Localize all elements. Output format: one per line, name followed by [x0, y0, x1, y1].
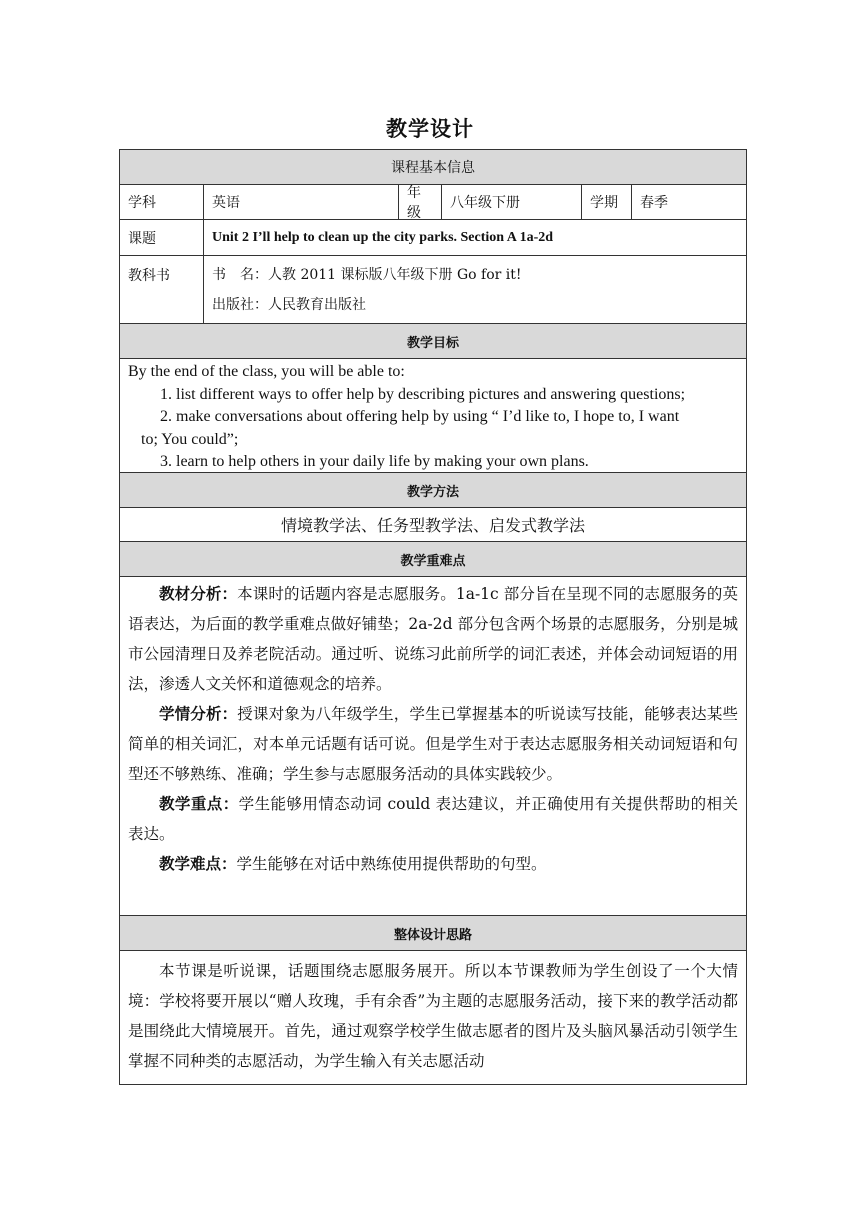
- design-header-text: 整体设计思路: [393, 927, 472, 943]
- key-points-body: [120, 576, 746, 915]
- topic-label: 课题: [128, 230, 156, 247]
- objective-item-2-continued: to; You could”;: [141, 430, 239, 448]
- textbook-name: 书 名：人教 2011 课标版八年级下册 Go for it!: [212, 266, 522, 283]
- teaching-focus: [120, 789, 746, 849]
- teaching-focus-text: 学生能够用情态动词 could 表达建议，并正确使用有关提供帮助的相关表达。: [128, 795, 738, 843]
- key-points-header: [120, 541, 746, 576]
- basic-info-header: [120, 149, 746, 184]
- term-value: 春季: [631, 185, 746, 219]
- objective-item-3: 3. learn to help others in your daily life by making your own plans.: [160, 453, 589, 470]
- grade-value: 八年级下册: [441, 185, 581, 219]
- textbook-analysis-text: 本课时的话题内容是志愿服务。1a-1c 部分旨在呈现不同的志愿服务的英语表达，为后面的教学重难点做好铺垫；2a-2d 部分包含两个场景的志愿服务，分别是城市公园清理日及养老院活动。通过听、说练习此前所学的词汇表述，并体会动词短语的用法，渗透人文关怀和道德观念的培养。: [128, 585, 738, 693]
- textbook-label: 教科书: [128, 268, 170, 284]
- learner-analysis: [120, 699, 746, 789]
- subject-label: 学科: [128, 195, 156, 211]
- lesson-plan-table: [119, 149, 747, 1085]
- grade-label: 年级: [398, 185, 441, 219]
- objectives-intro: By the end of the class, you will be able to:: [128, 363, 405, 380]
- subject-row: [120, 184, 746, 219]
- teaching-difficulty-label: 教学难点：: [159, 855, 237, 873]
- subject-value: 英语: [203, 185, 398, 219]
- page-title: 教学设计: [386, 116, 474, 141]
- methods-header: [120, 472, 746, 507]
- teaching-focus-label: 教学重点：: [159, 795, 239, 813]
- design-header: [120, 915, 746, 950]
- topic-row: [120, 219, 746, 255]
- term-label: 学期: [581, 185, 631, 219]
- methods-value: 情境教学法、任务型教学法、启发式教学法: [280, 516, 585, 535]
- textbook-analysis: [120, 579, 746, 699]
- methods-header-text: 教学方法: [406, 484, 459, 500]
- learner-analysis-label: 学情分析：: [159, 705, 238, 723]
- textbook-info: [203, 256, 746, 323]
- objectives-header-text: 教学目标: [406, 335, 459, 351]
- basic-info-header-text: 课程基本信息: [391, 160, 475, 176]
- learner-analysis-text: 授课对象为八年级学生，学生已掌握基本的听说读写技能，能够表达某些简单的相关词汇，对本单元话题有话可说。但是学生对于表达志愿服务相关动词短语和句型还不够熟练、准确；学生参与志愿服务活动的具体实践较少。: [128, 705, 738, 783]
- teaching-difficulty-text: 学生能够在对话中熟练使用提供帮助的句型。: [236, 855, 547, 873]
- textbook-row: [120, 255, 746, 323]
- design-body: [120, 950, 746, 1085]
- objective-item-2: 2. make conversations about offering help by using “ I’d like to, I hope to, I want: [160, 408, 680, 425]
- objectives-header: [120, 323, 746, 358]
- topic-value: Unit 2 I’ll help to clean up the city parks. Section A 1a-2d: [203, 220, 746, 255]
- teaching-difficulty: [120, 849, 746, 879]
- design-text: 本节课是听说课，话题围绕志愿服务展开。所以本节课教师为学生创设了一个大情境：学校将要开展以“赠人玫瑰，手有余香”为主题的志愿服务活动，接下来的教学活动都是围绕此大情境展开。首先，通过观察学校学生做志愿者的图片及头脑风暴活动引领学生掌握不同种类的志愿活动，为学生输入有关志愿活动: [128, 962, 738, 1070]
- methods-body: [120, 507, 746, 541]
- key-points-header-text: 教学重难点: [400, 553, 466, 569]
- textbook-publisher: 出版社：人民教育出版社: [212, 296, 366, 313]
- objective-item-1: 1. list different ways to offer help by describing pictures and answering questions;: [160, 385, 686, 403]
- objectives-body: [120, 358, 746, 472]
- textbook-analysis-label: 教材分析：: [159, 585, 238, 603]
